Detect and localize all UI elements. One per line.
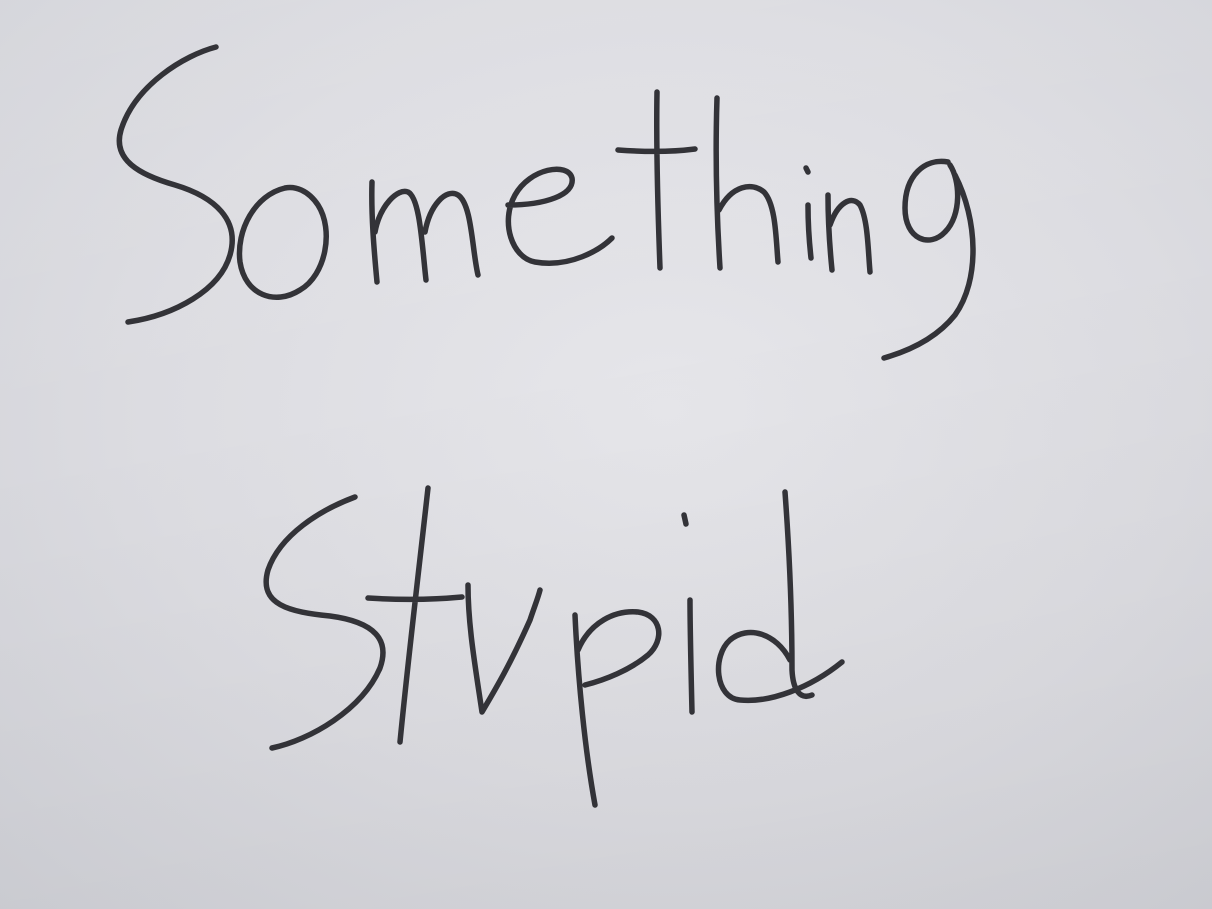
letter-t-2: [368, 488, 462, 742]
letter-i-2: [690, 600, 692, 712]
letter-e: [508, 169, 612, 263]
letter-g: [884, 161, 973, 358]
letter-d: [719, 492, 842, 700]
letter-S-1: [119, 47, 232, 322]
dot-i-1: [806, 168, 808, 172]
letter-i-1: [808, 205, 811, 258]
letter-u: [468, 585, 540, 712]
handwritten-line-stupid: [266, 488, 842, 805]
handwritten-line-something: [119, 47, 973, 358]
letter-h: [716, 98, 778, 268]
letter-t: [618, 92, 695, 268]
letter-m: [372, 182, 478, 282]
letter-o: [239, 188, 326, 298]
letter-n: [828, 195, 870, 272]
letter-S-2: [266, 497, 383, 748]
dot-i-2: [684, 515, 686, 524]
letter-p: [575, 612, 659, 805]
